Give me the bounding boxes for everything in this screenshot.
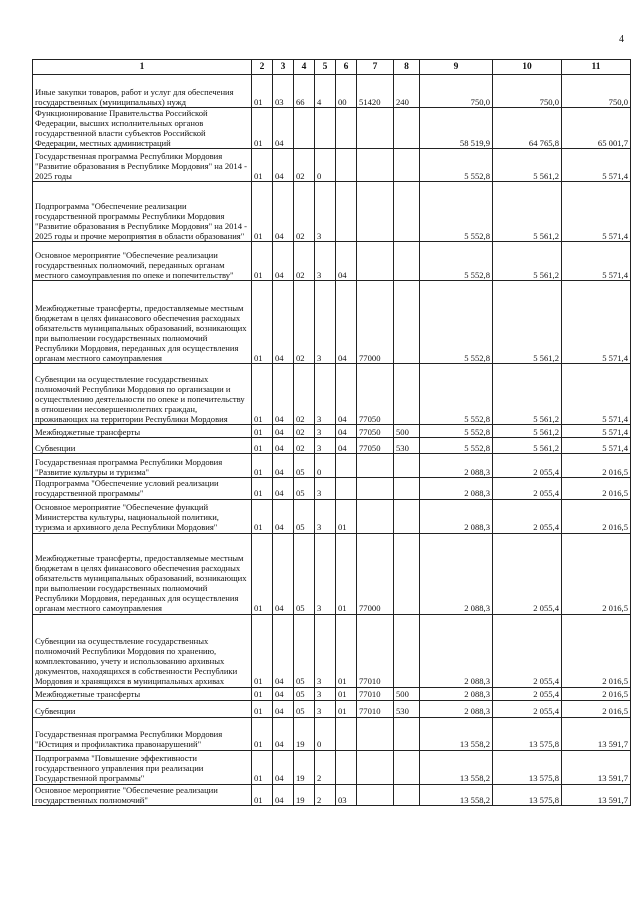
row-name: Межбюджетные трансферты — [33, 687, 252, 700]
code-cell: 04 — [273, 425, 294, 438]
code-cell: 3 — [315, 242, 336, 281]
code-cell: 04 — [273, 281, 294, 364]
code-cell: 04 — [336, 425, 357, 438]
code-cell — [336, 108, 357, 149]
code-cell: 3 — [315, 425, 336, 438]
code-cell: 01 — [336, 687, 357, 700]
code-cell — [394, 499, 420, 533]
amount-cell: 2 088,3 — [420, 533, 493, 614]
code-cell: 01 — [252, 149, 273, 182]
amount-cell: 2 055,4 — [493, 478, 562, 499]
code-cell: 77000 — [357, 533, 394, 614]
code-cell: 01 — [252, 75, 273, 108]
code-cell: 05 — [294, 454, 315, 478]
code-cell: 04 — [273, 750, 294, 784]
table-row — [33, 108, 631, 149]
code-cell: 01 — [252, 717, 273, 750]
code-cell: 51420 — [357, 75, 394, 108]
code-cell: 2 — [315, 784, 336, 805]
column-header: 1 — [33, 60, 252, 75]
code-cell — [336, 750, 357, 784]
amount-cell: 2 016,5 — [562, 700, 631, 717]
table-row — [33, 454, 631, 478]
amount-cell: 2 016,5 — [562, 478, 631, 499]
amount-cell: 5 561,2 — [493, 438, 562, 454]
amount-cell: 5 552,8 — [420, 364, 493, 425]
code-cell: 77010 — [357, 700, 394, 717]
code-cell: 01 — [252, 438, 273, 454]
amount-cell: 5 571,4 — [562, 182, 631, 242]
code-cell — [336, 182, 357, 242]
code-cell — [394, 281, 420, 364]
row-name: Функционирование Правительства Российской Федерации, высших исполнительных органов государственной власти субъектов Российской Федерации, местных администраций — [33, 108, 252, 149]
column-header: 10 — [493, 60, 562, 75]
amount-cell: 2 016,5 — [562, 499, 631, 533]
amount-cell: 2 088,3 — [420, 478, 493, 499]
budget-table — [32, 59, 631, 806]
row-name: Межбюджетные трансферты, предоставляемые местным бюджетам в целях финансового обеспечения расходных обязательств муниципальных образований, возникающих при выполнении государственных полномочий Республики Мордовия, переданных для осуществления органам местного самоуправления — [33, 281, 252, 364]
code-cell: 03 — [336, 784, 357, 805]
amount-cell: 13 575,8 — [493, 784, 562, 805]
amount-cell: 5 552,8 — [420, 425, 493, 438]
code-cell — [294, 108, 315, 149]
code-cell: 04 — [273, 614, 294, 687]
amount-cell: 2 016,5 — [562, 687, 631, 700]
amount-cell: 5 552,8 — [420, 438, 493, 454]
table-row — [33, 700, 631, 717]
amount-cell: 5 571,4 — [562, 438, 631, 454]
code-cell — [336, 478, 357, 499]
code-cell: 3 — [315, 687, 336, 700]
column-header: 8 — [394, 60, 420, 75]
code-cell: 01 — [336, 499, 357, 533]
code-cell — [357, 750, 394, 784]
code-cell: 01 — [252, 478, 273, 499]
code-cell: 77010 — [357, 614, 394, 687]
amount-cell: 2 016,5 — [562, 454, 631, 478]
code-cell — [357, 242, 394, 281]
table-row — [33, 750, 631, 784]
amount-cell: 2 016,5 — [562, 614, 631, 687]
code-cell — [394, 108, 420, 149]
code-cell: 01 — [336, 700, 357, 717]
amount-cell: 13 591,7 — [562, 750, 631, 784]
code-cell: 3 — [315, 281, 336, 364]
amount-cell: 750,0 — [420, 75, 493, 108]
code-cell: 04 — [273, 242, 294, 281]
code-cell — [357, 182, 394, 242]
amount-cell: 5 571,4 — [562, 425, 631, 438]
code-cell: 04 — [273, 499, 294, 533]
code-cell — [336, 149, 357, 182]
code-cell: 04 — [273, 149, 294, 182]
column-header: 7 — [357, 60, 394, 75]
code-cell: 01 — [252, 454, 273, 478]
code-cell — [357, 499, 394, 533]
code-cell: 05 — [294, 478, 315, 499]
code-cell: 01 — [252, 750, 273, 784]
amount-cell: 2 055,4 — [493, 700, 562, 717]
code-cell: 500 — [394, 425, 420, 438]
code-cell: 01 — [252, 533, 273, 614]
code-cell: 04 — [273, 478, 294, 499]
amount-cell: 2 088,3 — [420, 499, 493, 533]
amount-cell: 5 561,2 — [493, 425, 562, 438]
amount-cell: 2 088,3 — [420, 614, 493, 687]
code-cell: 04 — [273, 182, 294, 242]
row-name: Государственная программа Республики Мордовия "Юстиция и профилактика правонарушений" — [33, 717, 252, 750]
table-row — [33, 614, 631, 687]
code-cell: 02 — [294, 425, 315, 438]
row-name: Государственная программа Республики Мордовия "Развитие образования в Республике Мордовия" на 2014 - 2025 годы — [33, 149, 252, 182]
amount-cell: 5 561,2 — [493, 281, 562, 364]
code-cell — [394, 717, 420, 750]
row-name: Подпрограмма "Повышение эффективности государственного управления при реализации Государственной программы" — [33, 750, 252, 784]
code-cell — [315, 108, 336, 149]
code-cell: 0 — [315, 149, 336, 182]
code-cell: 3 — [315, 614, 336, 687]
header-row — [33, 60, 631, 75]
code-cell: 240 — [394, 75, 420, 108]
amount-cell: 13 575,8 — [493, 750, 562, 784]
table-row — [33, 687, 631, 700]
code-cell: 2 — [315, 750, 336, 784]
code-cell — [394, 614, 420, 687]
column-header: 11 — [562, 60, 631, 75]
row-name: Иные закупки товаров, работ и услуг для обеспечения государственных (муниципальных) нужд — [33, 75, 252, 108]
code-cell — [336, 454, 357, 478]
amount-cell: 5 571,4 — [562, 149, 631, 182]
row-name: Основное мероприятие "Обеспечение реализации государственных полномочий" — [33, 784, 252, 805]
code-cell: 77050 — [357, 438, 394, 454]
code-cell: 02 — [294, 438, 315, 454]
amount-cell: 750,0 — [562, 75, 631, 108]
code-cell: 01 — [252, 614, 273, 687]
table-row — [33, 717, 631, 750]
amount-cell: 5 561,2 — [493, 242, 562, 281]
code-cell: 01 — [252, 687, 273, 700]
code-cell: 05 — [294, 687, 315, 700]
code-cell: 04 — [336, 281, 357, 364]
code-cell: 04 — [273, 533, 294, 614]
table-row — [33, 149, 631, 182]
column-header: 2 — [252, 60, 273, 75]
table-row — [33, 425, 631, 438]
amount-cell: 5 571,4 — [562, 364, 631, 425]
code-cell: 19 — [294, 717, 315, 750]
code-cell: 01 — [252, 182, 273, 242]
code-cell: 01 — [252, 499, 273, 533]
code-cell: 77050 — [357, 425, 394, 438]
row-name: Подпрограмма "Обеспечение реализации государственной программы Республики Мордовия "Развитие образования в Республике Мордовия" на 2014 - 2025 годы и прочие мероприятия в области образования" — [33, 182, 252, 242]
amount-cell: 2 088,3 — [420, 687, 493, 700]
code-cell — [357, 717, 394, 750]
table-row — [33, 478, 631, 499]
code-cell: 3 — [315, 478, 336, 499]
code-cell — [357, 149, 394, 182]
code-cell: 01 — [252, 108, 273, 149]
row-name: Государственная программа Республики Мордовия "Развитие культуры и туризма" — [33, 454, 252, 478]
amount-cell: 5 561,2 — [493, 182, 562, 242]
code-cell: 77000 — [357, 281, 394, 364]
code-cell: 01 — [336, 614, 357, 687]
code-cell: 04 — [336, 242, 357, 281]
amount-cell: 13 591,7 — [562, 717, 631, 750]
code-cell: 01 — [252, 281, 273, 364]
code-cell: 04 — [273, 784, 294, 805]
code-cell: 02 — [294, 242, 315, 281]
code-cell — [357, 454, 394, 478]
page-number: 4 — [619, 34, 624, 45]
table-row — [33, 242, 631, 281]
code-cell: 19 — [294, 784, 315, 805]
column-header: 4 — [294, 60, 315, 75]
code-cell: 4 — [315, 75, 336, 108]
table-row — [33, 364, 631, 425]
code-cell: 05 — [294, 700, 315, 717]
amount-cell: 58 519,9 — [420, 108, 493, 149]
code-cell: 3 — [315, 533, 336, 614]
amount-cell: 5 561,2 — [493, 364, 562, 425]
amount-cell: 2 055,4 — [493, 687, 562, 700]
code-cell: 3 — [315, 364, 336, 425]
code-cell — [357, 784, 394, 805]
row-name: Основное мероприятие "Обеспечение функций Министерства культуры, национальной политики, туризма и архивного дела Республики Мордовия" — [33, 499, 252, 533]
code-cell — [394, 242, 420, 281]
code-cell: 04 — [273, 454, 294, 478]
amount-cell: 2 088,3 — [420, 454, 493, 478]
code-cell: 00 — [336, 75, 357, 108]
code-cell — [394, 750, 420, 784]
row-name: Межбюджетные трансферты, предоставляемые местным бюджетам в целях финансового обеспечения расходных обязательств муниципальных образований, возникающих при выполнении государственных полномочий Республики Мордовия, переданных для осуществления органам местного самоуправления — [33, 533, 252, 614]
code-cell: 04 — [273, 108, 294, 149]
table-row — [33, 784, 631, 805]
code-cell: 77050 — [357, 364, 394, 425]
row-name: Субвенции — [33, 700, 252, 717]
amount-cell: 65 001,7 — [562, 108, 631, 149]
code-cell: 02 — [294, 364, 315, 425]
amount-cell: 5 552,8 — [420, 149, 493, 182]
code-cell: 04 — [336, 438, 357, 454]
code-cell: 05 — [294, 614, 315, 687]
code-cell — [394, 478, 420, 499]
table-row — [33, 438, 631, 454]
amount-cell: 13 558,2 — [420, 784, 493, 805]
code-cell — [336, 717, 357, 750]
table-row — [33, 75, 631, 108]
amount-cell: 2 055,4 — [493, 499, 562, 533]
amount-cell: 750,0 — [493, 75, 562, 108]
amount-cell: 2 088,3 — [420, 700, 493, 717]
code-cell: 05 — [294, 533, 315, 614]
column-header: 6 — [336, 60, 357, 75]
amount-cell: 2 055,4 — [493, 454, 562, 478]
code-cell — [394, 364, 420, 425]
code-cell: 04 — [273, 687, 294, 700]
amount-cell: 5 571,4 — [562, 281, 631, 364]
code-cell — [357, 108, 394, 149]
amount-cell: 2 016,5 — [562, 533, 631, 614]
row-name: Основное мероприятие "Обеспечение реализации государственных полномочий, переданных органам местного самоуправления по опеке и попечительству" — [33, 242, 252, 281]
code-cell: 03 — [273, 75, 294, 108]
amount-cell: 13 558,2 — [420, 750, 493, 784]
amount-cell: 64 765,8 — [493, 108, 562, 149]
table-row — [33, 533, 631, 614]
code-cell: 77010 — [357, 687, 394, 700]
code-cell: 01 — [252, 242, 273, 281]
table-row — [33, 182, 631, 242]
row-name: Субвенции на осуществление государственных полномочий Республики Мордовия по хранению, комплектованию, учету и использованию архивных документов, находящихся в собственности Республики Мордовия и хранящихся в муниципальных архивах — [33, 614, 252, 687]
code-cell: 01 — [252, 425, 273, 438]
code-cell: 530 — [394, 700, 420, 717]
code-cell: 3 — [315, 438, 336, 454]
code-cell: 530 — [394, 438, 420, 454]
code-cell — [394, 533, 420, 614]
amount-cell: 5 571,4 — [562, 242, 631, 281]
row-name: Межбюджетные трансферты — [33, 425, 252, 438]
code-cell: 02 — [294, 149, 315, 182]
row-name: Подпрограмма "Обеспечение условий реализации государственной программы" — [33, 478, 252, 499]
row-name: Субвенции на осуществление государственных полномочий Республики Мордовия по организации и осуществлению деятельности по опеке и попечительству в отношении несовершеннолетних граждан, проживающих на территории Республики Мордовия — [33, 364, 252, 425]
code-cell: 3 — [315, 700, 336, 717]
code-cell: 3 — [315, 499, 336, 533]
code-cell: 04 — [273, 700, 294, 717]
amount-cell: 13 591,7 — [562, 784, 631, 805]
amount-cell: 13 575,8 — [493, 717, 562, 750]
code-cell: 01 — [252, 364, 273, 425]
code-cell: 05 — [294, 499, 315, 533]
table-body — [33, 75, 631, 806]
amount-cell: 5 552,8 — [420, 281, 493, 364]
amount-cell: 2 055,4 — [493, 614, 562, 687]
table-row — [33, 281, 631, 364]
code-cell: 02 — [294, 281, 315, 364]
amount-cell: 13 558,2 — [420, 717, 493, 750]
code-cell — [394, 454, 420, 478]
code-cell: 66 — [294, 75, 315, 108]
code-cell: 3 — [315, 182, 336, 242]
amount-cell: 2 055,4 — [493, 533, 562, 614]
column-header: 5 — [315, 60, 336, 75]
column-header: 3 — [273, 60, 294, 75]
code-cell: 04 — [273, 438, 294, 454]
row-name: Субвенции — [33, 438, 252, 454]
code-cell: 01 — [252, 784, 273, 805]
amount-cell: 5 552,8 — [420, 242, 493, 281]
code-cell: 04 — [273, 364, 294, 425]
code-cell: 01 — [336, 533, 357, 614]
code-cell — [394, 784, 420, 805]
code-cell: 02 — [294, 182, 315, 242]
table-row — [33, 499, 631, 533]
amount-cell: 5 561,2 — [493, 149, 562, 182]
code-cell: 0 — [315, 454, 336, 478]
code-cell: 01 — [252, 700, 273, 717]
code-cell — [394, 149, 420, 182]
column-header: 9 — [420, 60, 493, 75]
code-cell: 500 — [394, 687, 420, 700]
code-cell: 19 — [294, 750, 315, 784]
code-cell — [357, 478, 394, 499]
code-cell: 04 — [273, 717, 294, 750]
code-cell: 0 — [315, 717, 336, 750]
code-cell: 04 — [336, 364, 357, 425]
amount-cell: 5 552,8 — [420, 182, 493, 242]
code-cell — [394, 182, 420, 242]
